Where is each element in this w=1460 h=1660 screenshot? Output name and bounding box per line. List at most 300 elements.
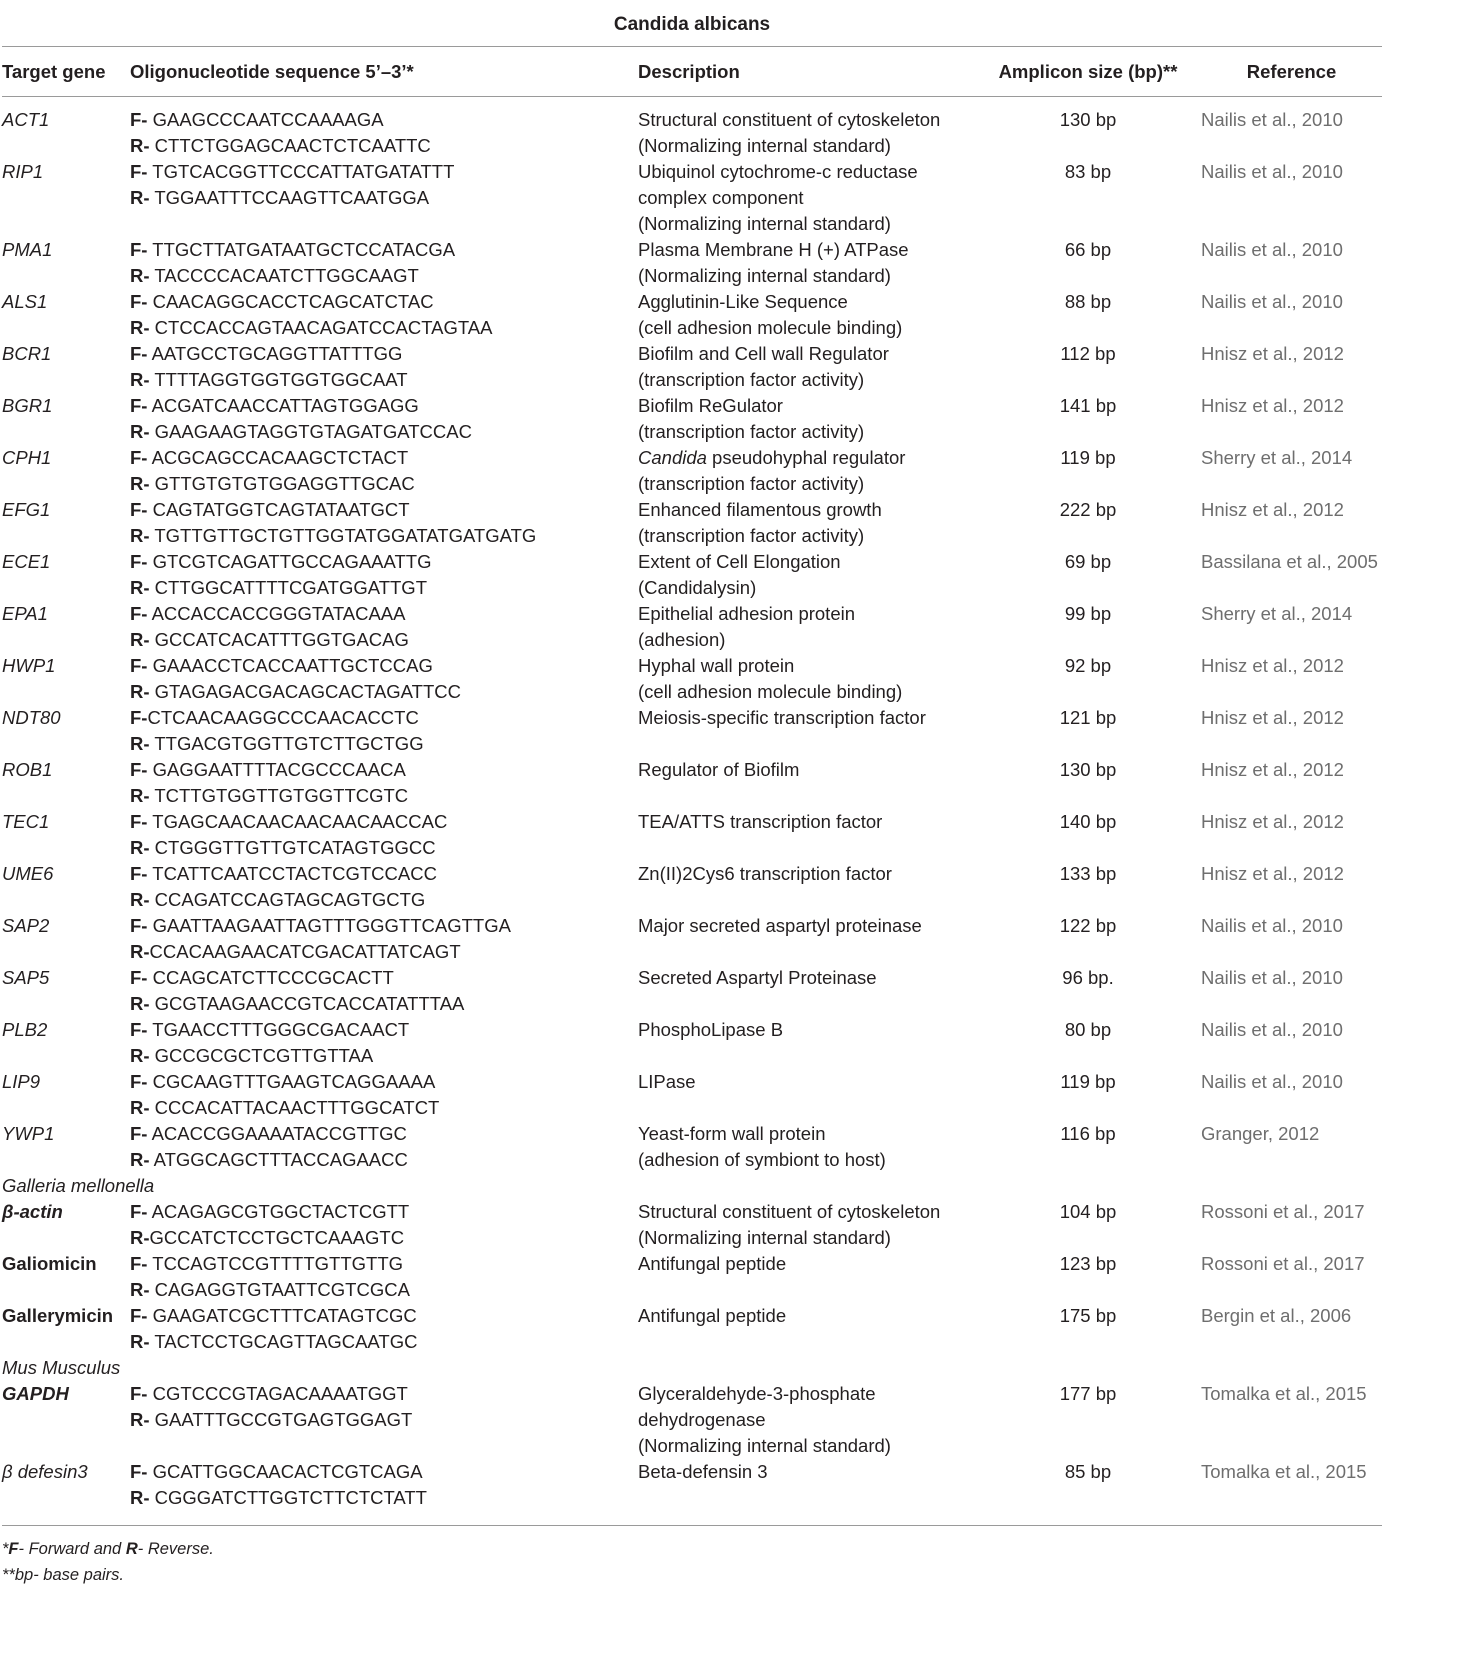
reference-link[interactable]: Hnisz et al., 2012 — [1201, 343, 1344, 364]
forward-primer — [130, 861, 638, 887]
description-line — [638, 679, 975, 705]
reverse-sequence: CTCCACCAGTAACAGATCCACTAGTAA — [149, 317, 493, 338]
gene-name: SAP2 — [2, 915, 50, 936]
amplicon-size: 112 bp — [1060, 343, 1116, 364]
reverse-prefix: R- — [130, 1097, 150, 1118]
description — [638, 341, 975, 393]
reverse-sequence: TGTTGTTGCTGTTGGTATGGATATGATGATG — [149, 525, 537, 546]
description-line — [638, 263, 975, 289]
description-text: Hyphal wall protein — [638, 655, 795, 676]
table-row — [2, 445, 1382, 497]
forward-primer — [130, 809, 638, 835]
forward-sequence: GAAGCCCAATCCAAAAGA — [147, 109, 384, 130]
description-line — [638, 1121, 975, 1147]
description-text: (Normalizing internal standard) — [638, 135, 891, 156]
table-row — [2, 705, 1382, 757]
forward-prefix: F- — [130, 1461, 148, 1482]
description-text: (cell adhesion molecule binding) — [638, 681, 903, 702]
description-line — [638, 1251, 975, 1277]
reverse-sequence: TTTTAGGTGGTGGTGGCAAT — [149, 369, 408, 390]
reverse-primer — [130, 887, 638, 913]
forward-primer — [130, 601, 638, 627]
description-line — [638, 367, 975, 393]
forward-primer — [130, 705, 638, 731]
forward-sequence: GTCGTCAGATTGCCAGAAATTG — [147, 551, 432, 572]
description-text: (transcription factor activity) — [638, 473, 865, 494]
reference-link[interactable]: Nailis et al., 2010 — [1201, 109, 1343, 130]
table-row — [2, 913, 1382, 965]
forward-primer — [130, 107, 638, 133]
forward-primer — [130, 757, 638, 783]
forward-sequence: GAATTAAGAATTAGTTTGGGTTCAGTTGA — [147, 915, 511, 936]
amplicon-size: 83 bp — [1064, 161, 1112, 182]
reverse-primer — [130, 835, 638, 861]
forward-sequence: CGCAAGTTTGAAGTCAGGAAAA — [147, 1071, 436, 1092]
reverse-prefix: R- — [130, 369, 150, 390]
reverse-prefix: R- — [130, 577, 150, 598]
description-line — [638, 159, 975, 185]
primer-sequences — [130, 237, 638, 289]
reverse-primer — [130, 263, 638, 289]
description — [638, 809, 975, 861]
description-line — [638, 497, 975, 523]
reverse-sequence: GCGTAAGAACCGTCACCATATTTAA — [149, 993, 465, 1014]
col-header-gene: Target gene — [2, 47, 130, 97]
amplicon-size: 130 bp — [1059, 109, 1117, 130]
description-line — [638, 1199, 975, 1225]
description-line — [638, 133, 975, 159]
section-label: Mus Musculus — [2, 1357, 121, 1378]
description — [638, 1017, 975, 1069]
reference-link[interactable]: Nailis et al., 2010 — [1201, 239, 1343, 260]
reverse-sequence: CTTGGCATTTTCGATGGATTGT — [149, 577, 427, 598]
primer-sequences — [130, 1069, 638, 1121]
reference-link[interactable]: Hnisz et al., 2012 — [1201, 811, 1344, 832]
reference-link[interactable]: Hnisz et al., 2012 — [1201, 395, 1344, 416]
reverse-prefix: R- — [130, 317, 150, 338]
forward-prefix: F- — [130, 811, 148, 832]
reverse-prefix: R- — [130, 1149, 150, 1170]
description-italic: Candida — [638, 447, 707, 468]
forward-primer — [130, 341, 638, 367]
forward-primer — [130, 393, 638, 419]
gene-name: SAP5 — [2, 967, 50, 988]
gene-name: CPH1 — [2, 447, 52, 468]
reverse-sequence: GCCATCACATTTGGTGACAG — [149, 629, 409, 650]
table-row — [2, 861, 1382, 913]
description-line — [638, 809, 975, 835]
reference-link[interactable]: Hnisz et al., 2012 — [1201, 499, 1344, 520]
forward-prefix: F- — [130, 551, 148, 572]
primer-sequences — [130, 549, 638, 601]
description-text: (transcription factor activity) — [638, 369, 865, 390]
reverse-prefix: R- — [130, 993, 150, 1014]
description-text: Antifungal peptide — [638, 1305, 787, 1326]
amplicon-size: 99 bp — [1064, 603, 1112, 624]
description — [638, 549, 975, 601]
description-line — [638, 445, 975, 471]
primer-sequences — [130, 289, 638, 341]
description — [638, 1251, 975, 1303]
reference-link[interactable]: Sherry et al., 2014 — [1201, 603, 1353, 624]
description-line — [638, 1069, 975, 1095]
reverse-primer — [130, 731, 638, 757]
amplicon-size: 175 bp — [1059, 1305, 1117, 1326]
description-text: (transcription factor activity) — [638, 421, 865, 442]
primer-sequences — [130, 1459, 638, 1525]
description-line — [638, 1381, 975, 1407]
reverse-prefix: R- — [130, 1279, 150, 1300]
reverse-sequence: GAAGAAGTAGGTGTAGATGATCCAC — [149, 421, 472, 442]
description — [638, 289, 975, 341]
reverse-prefix: R- — [130, 265, 150, 286]
footnote-text: - Reverse. — [137, 1540, 214, 1558]
forward-sequence: ACAGAGCGTGGCTACTCGTT — [147, 1201, 410, 1222]
description-line — [638, 523, 975, 549]
table-row — [2, 1017, 1382, 1069]
footnote-bold: R — [125, 1540, 138, 1558]
primer-sequences — [130, 705, 638, 757]
reverse-primer — [130, 1043, 638, 1069]
reverse-primer — [130, 1329, 638, 1355]
gene-name: RIP1 — [2, 161, 44, 182]
description-text: (adhesion of symbiont to host) — [638, 1149, 886, 1170]
reverse-primer — [130, 523, 638, 549]
description-text: pseudohyphal regulator — [706, 447, 906, 468]
description-text: Biofilm and Cell wall Regulator — [638, 343, 889, 364]
forward-sequence: TCCAGTCCGTTTTGTTGTTG — [147, 1253, 404, 1274]
reference-link[interactable]: Hnisz et al., 2012 — [1201, 863, 1344, 884]
description — [638, 1199, 975, 1251]
reference-link[interactable]: Hnisz et al., 2012 — [1201, 707, 1344, 728]
reverse-primer — [130, 367, 638, 393]
description-line — [638, 601, 975, 627]
forward-primer — [130, 159, 638, 185]
forward-sequence: AATGCCTGCAGGTTATTTGG — [147, 343, 403, 364]
table-row — [2, 1303, 1382, 1355]
forward-sequence: TCATTCAATCCTACTCGTCCACC — [147, 863, 437, 884]
reverse-prefix: R- — [130, 889, 150, 910]
amplicon-size: 88 bp — [1064, 291, 1112, 312]
forward-prefix: F- — [130, 655, 148, 676]
forward-sequence: ACACCGGAAAATACCGTTGC — [147, 1123, 407, 1144]
description-line — [638, 627, 975, 653]
forward-sequence: CAGTATGGTCAGTATAATGCT — [147, 499, 410, 520]
forward-prefix: F- — [130, 291, 148, 312]
reverse-primer — [130, 471, 638, 497]
reference-link[interactable]: Hnisz et al., 2012 — [1201, 759, 1344, 780]
description-line — [638, 185, 975, 211]
description-text: PhosphoLipase B — [638, 1019, 784, 1040]
footnote-text: - Forward and — [18, 1540, 126, 1558]
forward-prefix: F- — [130, 603, 148, 624]
section-label: Galleria mellonella — [2, 1175, 155, 1196]
forward-sequence: TTGCTTATGATAATGCTCCATACGA — [147, 239, 456, 260]
reverse-prefix: R- — [130, 1045, 150, 1066]
forward-sequence: GAGGAATTTTACGCCCAACA — [147, 759, 406, 780]
description — [638, 159, 975, 237]
reference-link[interactable]: Nailis et al., 2010 — [1201, 161, 1343, 182]
table-row — [2, 341, 1382, 393]
reverse-sequence: ATGGCAGCTTTACCAGAACC — [149, 1149, 408, 1170]
gene-name: Galiomicin — [2, 1253, 97, 1274]
reverse-primer — [130, 575, 638, 601]
forward-prefix: F- — [130, 1071, 148, 1092]
description-text: (cell adhesion molecule binding) — [638, 317, 903, 338]
reverse-prefix: R- — [130, 525, 150, 546]
reverse-sequence: CTTCTGGAGCAACTCTCAATTC — [149, 135, 431, 156]
gene-name: ALS1 — [2, 291, 48, 312]
table-row — [2, 601, 1382, 653]
description-text: Regulator of Biofilm — [638, 759, 800, 780]
reverse-sequence: GTAGAGACGACAGCACTAGATTCC — [149, 681, 461, 702]
table-row — [2, 289, 1382, 341]
forward-primer — [130, 1199, 638, 1225]
description-line — [638, 341, 975, 367]
col-header-reference: Reference — [1201, 47, 1382, 97]
amplicon-size: 141 bp — [1059, 395, 1117, 416]
reverse-prefix: R- — [130, 187, 150, 208]
reverse-primer — [130, 1407, 638, 1433]
description-line — [638, 757, 975, 783]
description-text: Biofilm ReGulator — [638, 395, 783, 416]
forward-sequence: TGAGCAACAACAACAACAACCAC — [147, 811, 448, 832]
gene-name: GAPDH — [2, 1383, 69, 1404]
forward-sequence: ACGCAGCCACAAGCTCTACT — [147, 447, 409, 468]
table-row — [2, 1459, 1382, 1525]
primer-sequences — [130, 393, 638, 445]
reverse-prefix: R- — [130, 733, 150, 754]
reverse-primer — [130, 133, 638, 159]
reference-link[interactable]: Granger, 2012 — [1201, 1123, 1320, 1144]
gene-name: YWP1 — [2, 1123, 55, 1144]
table-row — [2, 237, 1382, 289]
amplicon-size: 66 bp — [1064, 239, 1112, 260]
primer-sequences — [130, 159, 638, 237]
forward-primer — [130, 445, 638, 471]
description-line — [638, 1433, 975, 1459]
description-line — [638, 1303, 975, 1329]
forward-prefix: F- — [130, 395, 148, 416]
gene-name: BGR1 — [2, 395, 53, 416]
description-text: Meiosis-specific transcription factor — [638, 707, 926, 728]
table-title: Candida albicans — [2, 8, 1382, 47]
gene-name: LIP9 — [2, 1071, 41, 1092]
reverse-prefix: R- — [130, 473, 150, 494]
amplicon-size: 80 bp — [1064, 1019, 1112, 1040]
forward-sequence: CAACAGGCACCTCAGCATCTAC — [147, 291, 434, 312]
amplicon-size: 177 bp — [1059, 1383, 1117, 1404]
gene-name: BCR1 — [2, 343, 52, 364]
gene-name: ACT1 — [2, 109, 50, 130]
forward-primer — [130, 913, 638, 939]
reverse-sequence: TTGACGTGGTTGTCTTGCTGG — [149, 733, 424, 754]
description-text: (Normalizing internal standard) — [638, 1435, 891, 1456]
reference-link[interactable]: Bergin et al., 2006 — [1201, 1305, 1352, 1326]
description-text: (Normalizing internal standard) — [638, 265, 891, 286]
gene-name: ECE1 — [2, 551, 51, 572]
description — [638, 393, 975, 445]
forward-sequence: ACGATCAACCATTAGTGGAGG — [147, 395, 419, 416]
description — [638, 757, 975, 809]
description — [638, 965, 975, 1017]
gene-name: β-actin — [2, 1201, 63, 1222]
description-text: Plasma Membrane H (+) ATPase — [638, 239, 909, 260]
gene-name: ROB1 — [2, 759, 53, 780]
forward-prefix: F- — [130, 863, 148, 884]
forward-primer — [130, 1303, 638, 1329]
table-row — [2, 1121, 1382, 1173]
reverse-sequence: CCACAAGAACATCGACATTATCAGT — [149, 941, 461, 962]
description-text: Ubiquinol cytochrome-c reductase — [638, 161, 918, 182]
forward-primer — [130, 965, 638, 991]
description-line — [638, 705, 975, 731]
reference-link[interactable]: Nailis et al., 2010 — [1201, 967, 1343, 988]
primer-sequences — [130, 861, 638, 913]
amplicon-size: 85 bp — [1064, 1461, 1112, 1482]
reference-link[interactable]: Rossoni et al., 2017 — [1201, 1253, 1365, 1274]
description-text: (Normalizing internal standard) — [638, 213, 891, 234]
amplicon-size: 119 bp — [1060, 447, 1116, 468]
description-line — [638, 965, 975, 991]
gene-name: HWP1 — [2, 655, 56, 676]
reverse-prefix: R- — [130, 1331, 150, 1352]
gene-name: NDT80 — [2, 707, 61, 728]
reference-link[interactable]: Hnisz et al., 2012 — [1201, 655, 1344, 676]
primer-sequences — [130, 341, 638, 393]
forward-prefix: F- — [130, 1253, 148, 1274]
reverse-primer — [130, 315, 638, 341]
footnote-text: **bp- base pairs. — [2, 1566, 124, 1584]
amplicon-size: 123 bp — [1059, 1253, 1117, 1274]
description-line — [638, 913, 975, 939]
amplicon-size: 69 bp — [1064, 551, 1112, 572]
reverse-sequence: TACTCCTGCAGTTAGCAATGC — [149, 1331, 418, 1352]
description-line — [638, 211, 975, 237]
reference-link[interactable]: Tomalka et al., 2015 — [1201, 1461, 1367, 1482]
description-line — [638, 575, 975, 601]
table-row — [2, 97, 1382, 160]
reference-link[interactable]: Nailis et al., 2010 — [1201, 915, 1343, 936]
description-text: Structural constituent of cytoskeleton — [638, 1201, 941, 1222]
primer-sequences — [130, 1303, 638, 1355]
description-line — [638, 1459, 975, 1485]
table-row — [2, 497, 1382, 549]
description-line — [638, 107, 975, 133]
description-line — [638, 471, 975, 497]
description — [638, 237, 975, 289]
description — [638, 1381, 975, 1459]
forward-sequence: TGAACCTTTGGGCGACAACT — [147, 1019, 410, 1040]
primer-sequences — [130, 497, 638, 549]
reference-link[interactable]: Nailis et al., 2010 — [1201, 291, 1343, 312]
description-text: Antifungal peptide — [638, 1253, 787, 1274]
forward-primer — [130, 1459, 638, 1485]
gene-name: EPA1 — [2, 603, 48, 624]
description-text: dehydrogenase — [638, 1409, 766, 1430]
description — [638, 1121, 975, 1173]
reference-link[interactable]: Nailis et al., 2010 — [1201, 1071, 1343, 1092]
reference-link[interactable]: Bassilana et al., 2005 — [1201, 551, 1378, 572]
forward-prefix: F- — [130, 1383, 148, 1404]
reverse-sequence: CCCACATTACAACTTTGGCATCT — [149, 1097, 440, 1118]
description-line — [638, 1017, 975, 1043]
gene-name: PLB2 — [2, 1019, 48, 1040]
forward-primer — [130, 653, 638, 679]
description-text: Yeast-form wall protein — [638, 1123, 826, 1144]
description-text: Structural constituent of cytoskeleton — [638, 109, 941, 130]
reverse-primer — [130, 939, 638, 965]
table-row — [2, 757, 1382, 809]
forward-primer — [130, 1381, 638, 1407]
col-header-sequence: Oligonucleotide sequence 5’–3’* — [130, 47, 638, 97]
col-header-amplicon: Amplicon size (bp)** — [975, 47, 1201, 97]
forward-primer — [130, 549, 638, 575]
reference-link[interactable]: Nailis et al., 2010 — [1201, 1019, 1343, 1040]
amplicon-size: 140 bp — [1059, 811, 1117, 832]
forward-primer — [130, 497, 638, 523]
reverse-prefix: R- — [130, 785, 150, 806]
description-text: LIPase — [638, 1071, 696, 1092]
description-line — [638, 1407, 975, 1433]
forward-prefix: F- — [130, 161, 148, 182]
reverse-prefix: R- — [130, 837, 150, 858]
table-row — [2, 809, 1382, 861]
table-row — [2, 159, 1382, 237]
description-line — [638, 315, 975, 341]
gene-name: β defesin3 — [2, 1461, 88, 1482]
primer-sequences — [130, 913, 638, 965]
primer-sequences — [130, 1381, 638, 1459]
description — [638, 1069, 975, 1121]
amplicon-size: 133 bp — [1059, 863, 1117, 884]
forward-prefix: F- — [130, 759, 148, 780]
description-line — [638, 549, 975, 575]
forward-prefix: F- — [130, 707, 148, 728]
amplicon-size: 116 bp — [1060, 1123, 1116, 1144]
reverse-sequence: GAATTTGCCGTGAGTGGAGT — [149, 1409, 413, 1430]
description-text: TEA/ATTS transcription factor — [638, 811, 883, 832]
description-text: (transcription factor activity) — [638, 525, 865, 546]
primer-sequences — [130, 1199, 638, 1251]
table-body — [2, 97, 1382, 1526]
forward-primer — [130, 289, 638, 315]
section-row — [2, 1355, 1382, 1381]
amplicon-size: 104 bp — [1059, 1201, 1117, 1222]
reference-link[interactable]: Rossoni et al., 2017 — [1201, 1201, 1365, 1222]
reverse-sequence: CAGAGGTGTAATTCGTCGCA — [149, 1279, 410, 1300]
forward-sequence: GAAACCTCACCAATTGCTCCAG — [147, 655, 433, 676]
description-text: (Normalizing internal standard) — [638, 1227, 891, 1248]
table-row — [2, 549, 1382, 601]
gene-name: Gallerymicin — [2, 1305, 114, 1326]
reverse-primer — [130, 1225, 638, 1251]
reverse-prefix: R- — [130, 1227, 150, 1248]
forward-prefix: F- — [130, 967, 148, 988]
primer-sequences — [130, 653, 638, 705]
description-text: complex component — [638, 187, 804, 208]
amplicon-size: 130 bp — [1059, 759, 1117, 780]
reference-link[interactable]: Tomalka et al., 2015 — [1201, 1383, 1367, 1404]
primer-sequences — [130, 601, 638, 653]
description-text: (adhesion) — [638, 629, 726, 650]
reference-link[interactable]: Sherry et al., 2014 — [1201, 447, 1353, 468]
reverse-prefix: R- — [130, 941, 150, 962]
description-line — [638, 237, 975, 263]
table-row — [2, 1199, 1382, 1251]
description — [638, 1459, 975, 1525]
forward-prefix: F- — [130, 915, 148, 936]
